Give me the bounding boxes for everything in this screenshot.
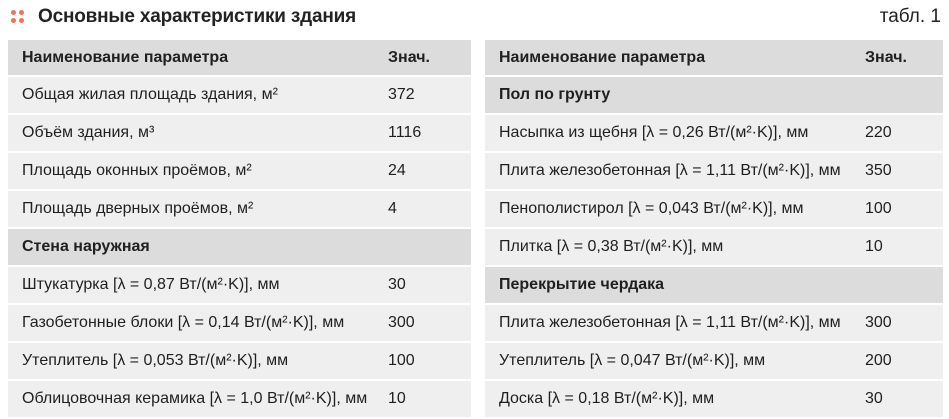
parameter-name: Доска [λ = 0,18 Вт/(м²·K)], мм [485,380,865,418]
parameter-name: Площадь оконных проёмов, м² [8,152,388,190]
parameter-value: 10 [388,380,471,418]
left-table-header-row [8,40,471,76]
parameter-name: Насыпка из щебня [λ = 0,26 Вт/(м²·K)], мм [485,114,865,152]
parameter-value: 300 [865,304,943,342]
column-header-value: Знач. [388,40,471,76]
parameter-name: Утеплитель [λ = 0,053 Вт/(м²·K)], мм [8,342,388,380]
parameter-name: Плита железобетонная [λ = 1,11 Вт/(м²·K)], мм [485,152,865,190]
parameter-value [865,76,943,114]
parameter-value: 4 [388,190,471,228]
section-row [485,76,943,114]
column-header-name: Наименование параметра [485,40,865,76]
parameter-name: Утеплитель [λ = 0,047 Вт/(м²·K)], мм [485,342,865,380]
parameter-value: 10 [865,228,943,266]
parameter-value: 100 [865,190,943,228]
column-header-name: Наименование параметра [8,40,388,76]
parameter-value: 30 [865,380,943,418]
parameter-name: Объём здания, м³ [8,114,388,152]
page-title: Основные характеристики здания [38,6,356,27]
table-row [485,342,943,380]
right-table-body [485,40,943,418]
table-row [8,190,471,228]
left-table-body [8,40,471,418]
bullet-dots-icon [11,10,25,24]
table-row [8,152,471,190]
parameter-value: 1116 [388,114,471,152]
section-row [485,266,943,304]
parameter-value: 220 [865,114,943,152]
parameter-value: 300 [388,304,471,342]
column-header-value: Знач. [865,40,943,76]
parameter-name: Газобетонные блоки [λ = 0,14 Вт/(м²·K)], мм [8,304,388,342]
table-row [485,190,943,228]
table-row [485,380,943,418]
table-number: табл. 1 [879,6,941,27]
parameter-value: 200 [865,342,943,380]
left-table [8,40,471,419]
table-row [485,304,943,342]
parameter-name: Плитка [λ = 0,38 Вт/(м²·K)], мм [485,228,865,266]
parameter-name: Штукатурка [λ = 0,87 Вт/(м²·K)], мм [8,266,388,304]
section-title: Пол по грунту [485,76,865,114]
parameter-value: 350 [865,152,943,190]
section-row [8,228,471,266]
section-title: Стена наружная [8,228,388,266]
parameter-value: 100 [388,342,471,380]
table-row [485,114,943,152]
table-row [8,76,471,114]
table-row [8,380,471,418]
table-row [8,114,471,152]
parameter-name: Плита железобетонная [λ = 1,11 Вт/(м²·K)], мм [485,304,865,342]
parameter-value [865,266,943,304]
parameter-name: Площадь дверных проёмов, м² [8,190,388,228]
table-row [8,342,471,380]
parameter-name: Общая жилая площадь здания, м² [8,76,388,114]
parameter-value [388,228,471,266]
table-row [485,228,943,266]
right-table [485,40,943,419]
table-row [485,152,943,190]
parameter-value: 372 [388,76,471,114]
section-title: Перекрытие чердака [485,266,865,304]
parameter-name: Пенополистирол [λ = 0,043 Вт/(м²·K)], мм [485,190,865,228]
table-header [0,0,949,36]
table-row [8,266,471,304]
parameter-name: Облицовочная керамика [λ = 1,0 Вт/(м²·K)], мм [8,380,388,418]
table-row [8,304,471,342]
parameter-value: 24 [388,152,471,190]
parameter-value: 30 [388,266,471,304]
right-table-header-row [485,40,943,76]
